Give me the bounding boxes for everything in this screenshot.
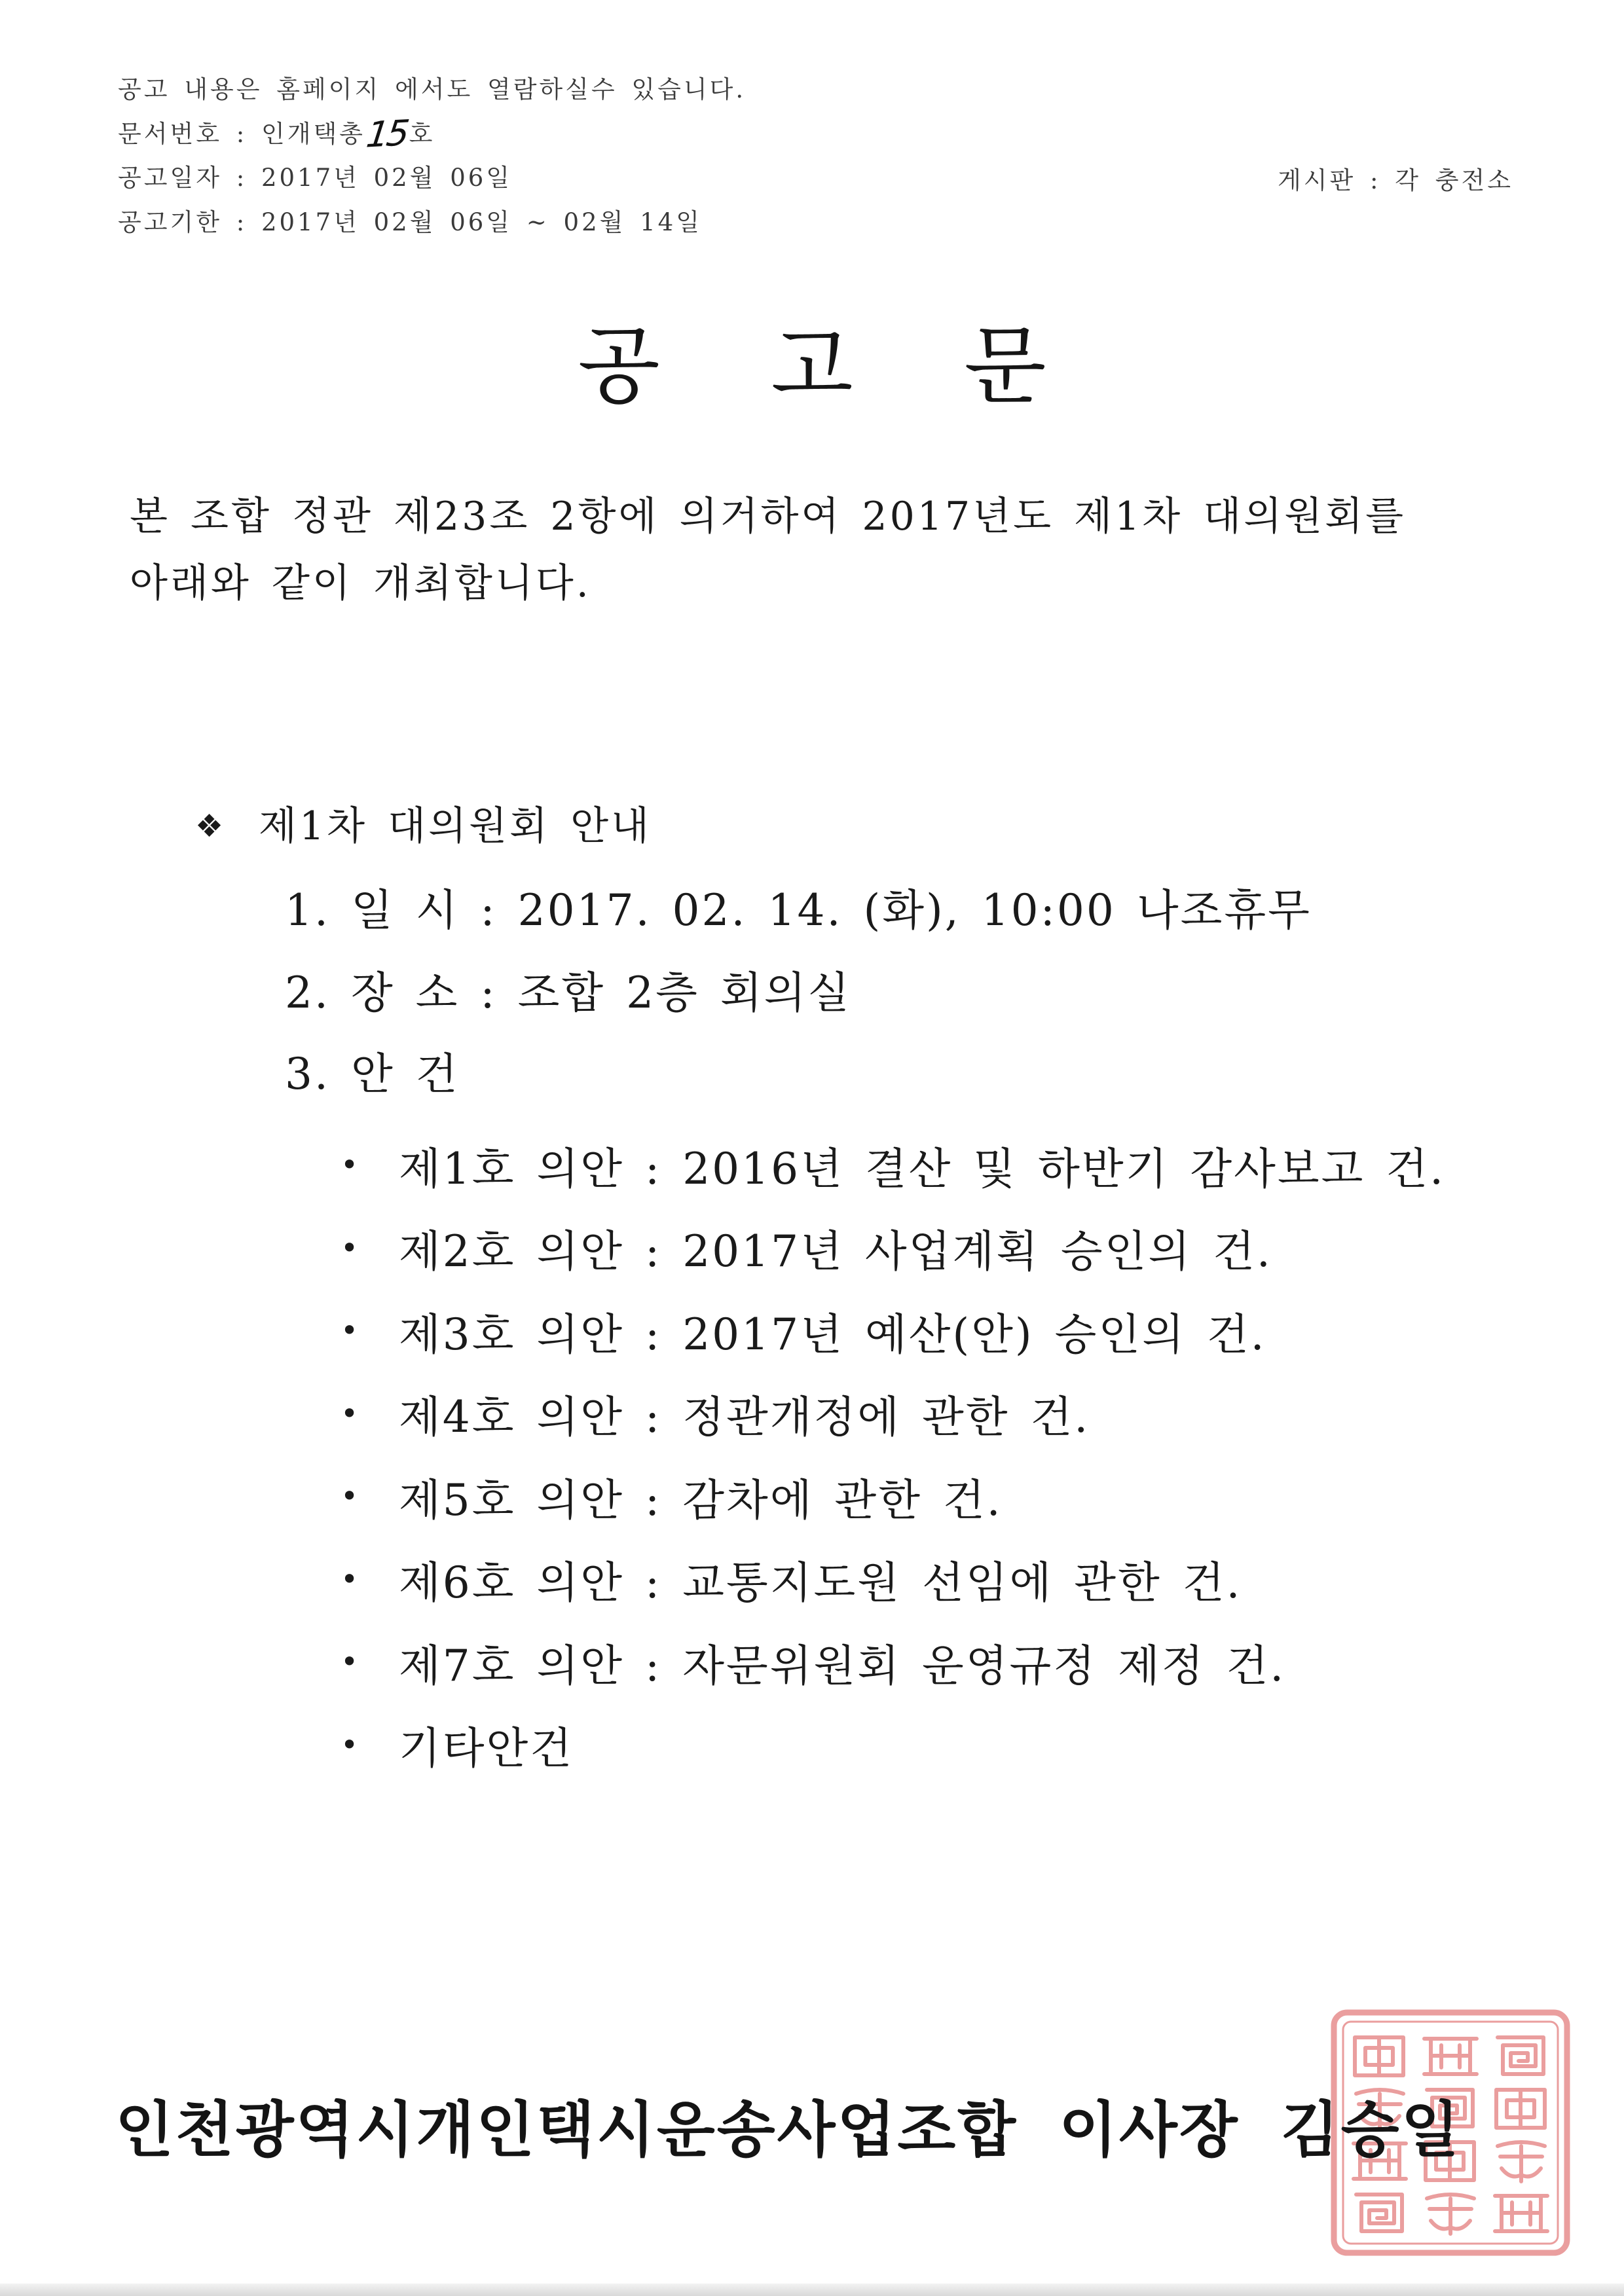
handwritten-doc-number: 15 <box>363 112 409 156</box>
doc-number <box>118 112 435 156</box>
scan-edge-band <box>0 2284 1624 2296</box>
homepage-notice: 공고 내용은 홈페이지 에서도 열람하실수 있습니다. <box>118 75 747 103</box>
agenda-item <box>341 1207 1445 1290</box>
agenda-item-text: 제6호 의안 : 교통지도원 선임에 관한 건. <box>399 1558 1242 1609</box>
seal-glyph <box>1424 2039 1477 2074</box>
item-location: 2. 장 소 : 조합 2층 회의실 <box>285 968 852 1018</box>
issuer-signature: 인천광역시개인택시운송사업조합 이사장 김승일 <box>115 2094 1462 2165</box>
seal-glyph <box>1498 2142 1545 2181</box>
item-datetime: 1. 일 시 : 2017. 02. 14. (화), 10:00 나조휴무 <box>285 885 1312 936</box>
section-heading-text: 제1차 대의원회 안내 <box>259 803 652 849</box>
bullet-icon: • <box>341 1478 361 1514</box>
seal-glyph <box>1496 2090 1545 2128</box>
bullet-icon: • <box>341 1147 361 1183</box>
seal-glyph <box>1356 2195 1402 2231</box>
agenda-item <box>341 1289 1445 1372</box>
intro-line-1: 본 조합 정관 제23조 2항에 의거하여 2017년도 제1차 대의원회를 <box>130 494 1407 539</box>
doc-number-suffix: 호 <box>409 120 435 148</box>
bullet-icon: • <box>341 1644 361 1680</box>
agenda-item-text: 제3호 의안 : 2017년 예산(안) 승인의 건. <box>399 1309 1266 1360</box>
agenda-item <box>341 1372 1445 1455</box>
agenda-item-text: 기타안건 <box>399 1723 574 1774</box>
bulletin-board: 게시판 : 각 충전소 <box>1278 166 1513 194</box>
agenda-item-text: 제5호 의안 : 감차에 관한 건. <box>399 1474 1003 1525</box>
section-heading <box>195 803 652 849</box>
bullet-icon: • <box>341 1561 361 1597</box>
agenda-list <box>341 1123 1445 1786</box>
bullet-icon: • <box>341 1726 361 1762</box>
doc-number-label: 문서번호 : 인개택총 <box>118 120 365 148</box>
agenda-item <box>341 1123 1445 1207</box>
seal-glyph <box>1495 2196 1547 2231</box>
document-title: 공 고 문 <box>578 316 1088 416</box>
seal-glyph <box>1427 2195 1474 2234</box>
intro-line-2: 아래와 같이 개최합니다. <box>130 560 591 606</box>
agenda-item-text: 제1호 의안 : 2016년 결산 및 하반기 감사보고 건. <box>399 1143 1446 1194</box>
notice-period: 공고기한 : 2017년 02월 06일 ~ 02월 14일 <box>118 208 702 236</box>
diamond-marker-icon: ❖ <box>195 808 227 845</box>
bullet-icon: • <box>341 1395 361 1431</box>
agenda-item <box>341 1620 1445 1704</box>
item-agenda-heading: 3. 안 건 <box>285 1049 460 1099</box>
bullet-icon: • <box>341 1230 361 1266</box>
agenda-item <box>341 1704 1445 1787</box>
agenda-item <box>341 1455 1445 1538</box>
agenda-item-text: 제2호 의안 : 2017년 사업계획 승인의 건. <box>399 1226 1272 1277</box>
notice-date: 공고일자 : 2017년 02월 06일 <box>118 164 513 192</box>
agenda-item <box>341 1538 1445 1621</box>
seal-glyph <box>1355 2037 1403 2075</box>
bullet-icon: • <box>341 1313 361 1349</box>
agenda-item-text: 제4호 의안 : 정관개정에 관한 건. <box>399 1392 1090 1443</box>
seal-glyph <box>1498 2037 1543 2074</box>
agenda-item-text: 제7호 의안 : 자문위원회 운영규정 제정 건. <box>399 1640 1286 1691</box>
